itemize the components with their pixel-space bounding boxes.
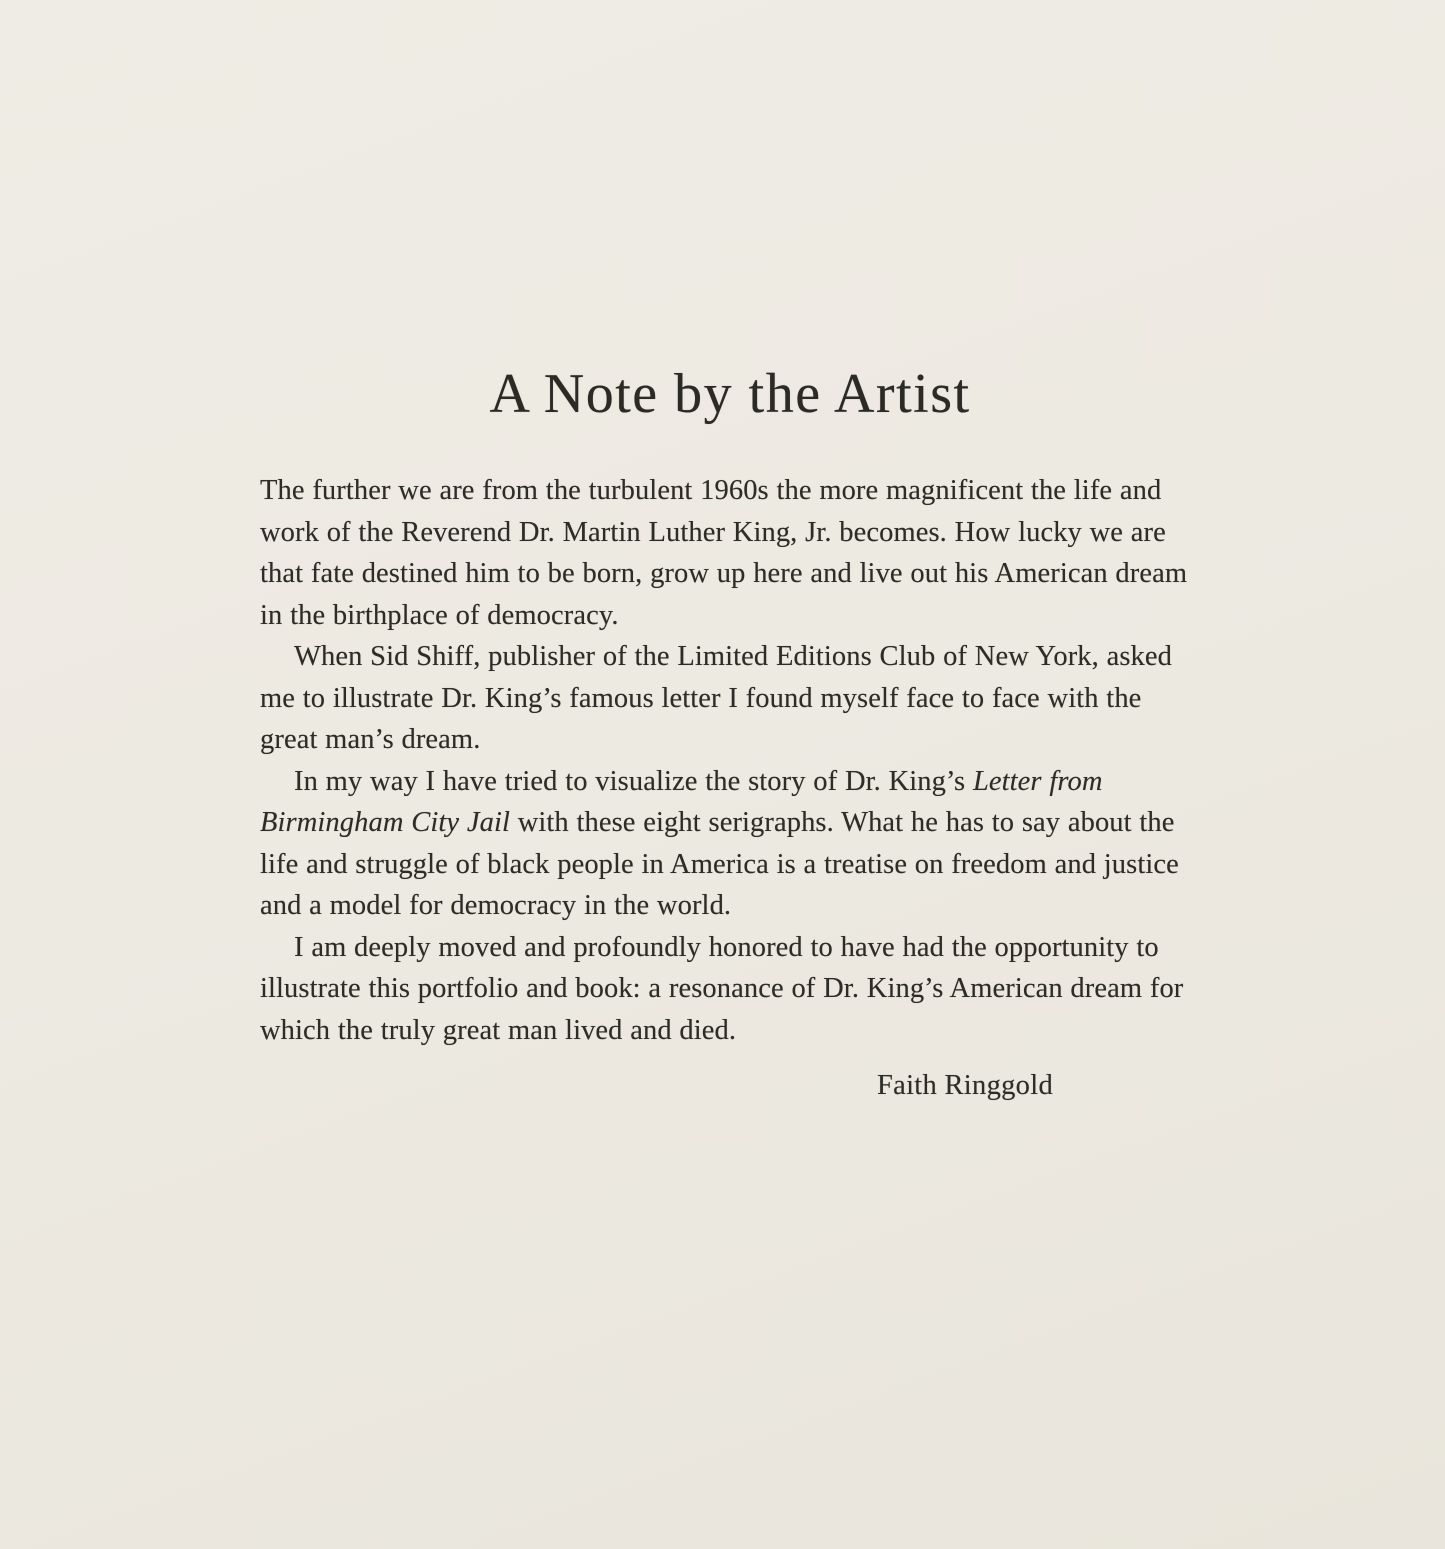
text-segment: I am deeply moved and profoundly honored to have had the opportunity to illustrate this portfolio and book: a resonance of Dr. King’s American dream for which the truly great man lived and died. [260,931,1184,1046]
note-paragraph [260,470,1200,636]
text-column [260,0,1200,1107]
text-segment: with these eight serigraphs. What he has to say about the life and struggle of black people in America is a treatise on freedom and justice and a model for democracy in the world. [260,807,1179,921]
text-segment: In my way I have tried to visualize the story of Dr. King’s [294,765,973,797]
artist-signature: Faith Ringgold [876,1070,1053,1101]
text-segment: The further we are from the turbulent 1960s the more magnificent the life and work of the Reverend Dr. Martin Luther King, Jr. becomes. How lucky we are that fate destined him to be born, grow up here and live out his American dream in the birthplace of democracy. [260,475,1188,631]
text-segment: When Sid Shiff, publisher of the Limited Editions Club of New York, asked me to illustrate Dr. King’s famous letter I found myself face to face with the great man’s dream. [260,641,1172,755]
note-paragraph [260,636,1200,761]
note-paragraph [260,927,1200,1052]
note-paragraph [260,761,1200,927]
note-body [260,470,1200,1051]
italic-text-segment: Letter from Birmingham City Jail [260,765,1103,838]
page-title: A Note by the Artist [489,363,971,425]
